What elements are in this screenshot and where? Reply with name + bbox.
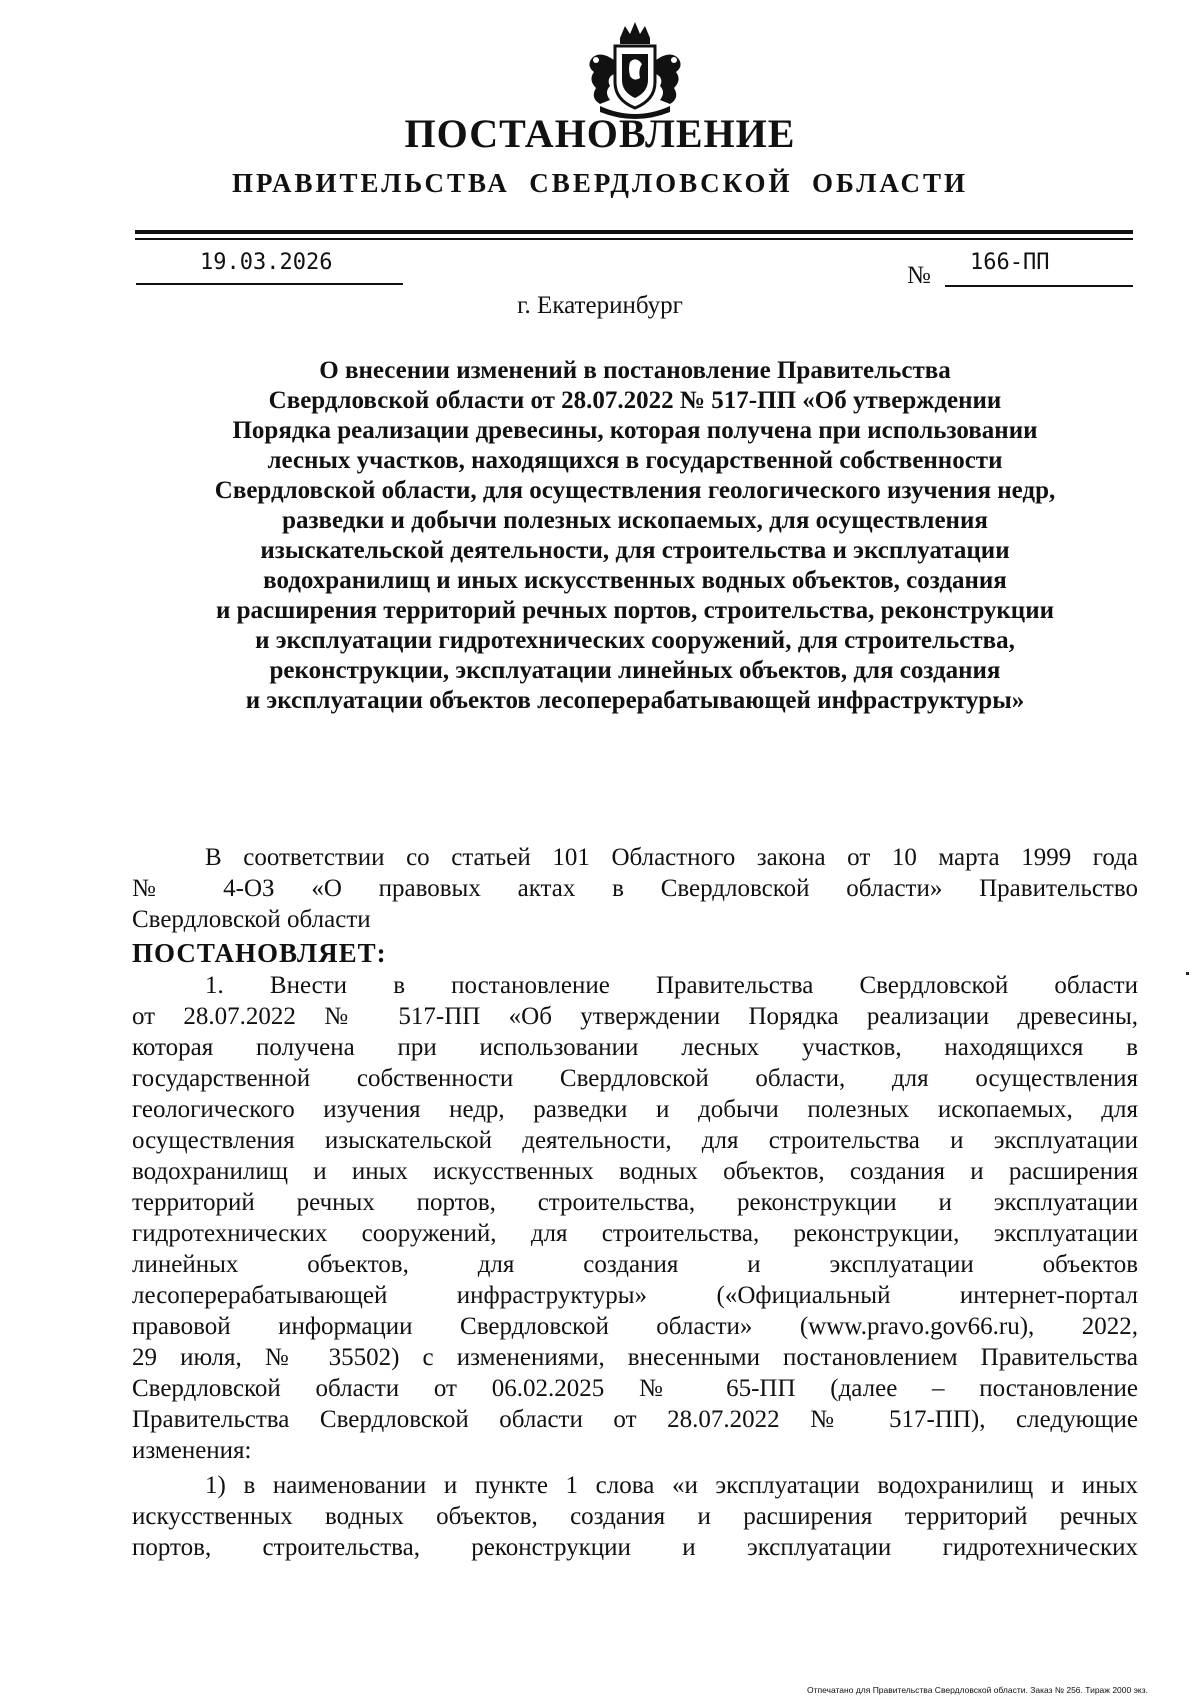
item-1-line: Свердловской области от 06.02.2025 № 65-ПП (далее – постановление xyxy=(132,1375,1138,1402)
title-line: и эксплуатации объектов лесоперерабатывающей инфраструктуры» xyxy=(245,687,1025,714)
title-line: лесных участков, находящихся в государственной собственности xyxy=(267,447,1003,474)
issuer-heading: ПРАВИТЕЛЬСТВА СВЕРДЛОВСКОЙ ОБЛАСТИ xyxy=(231,168,968,198)
title-line: и расширения территорий речных портов, строительства, реконструкции xyxy=(215,597,1055,624)
header-divider-thin xyxy=(135,238,1133,240)
item-1-line: водохранилищ и иных искусственных водных объектов, создания и расширения xyxy=(132,1158,1138,1185)
item-1-line: гидротехнических сооружений, для строительства, реконструкции, эксплуатации xyxy=(132,1220,1138,1247)
sub-item-line: 1) в наименовании и пункте 1 слова «и эксплуатации водохранилищ и иных xyxy=(205,1472,1138,1499)
title-line: водохранилищ и иных искусственных водных объектов, создания xyxy=(263,567,1007,594)
document-number: 166-ПП xyxy=(970,250,1050,275)
scan-speck xyxy=(1186,972,1189,975)
date-underline xyxy=(136,283,403,285)
item-1-line: которая получена при использовании лесных участков, находящихся в xyxy=(132,1034,1138,1061)
item-1-line: линейных объектов, для создания и эксплуатации объектов xyxy=(132,1251,1138,1278)
item-1-line: от 28.07.2022 № 517-ПП «Об утверждении Порядка реализации древесины, xyxy=(132,1003,1138,1030)
number-underline xyxy=(945,285,1133,287)
header-divider-thick xyxy=(135,230,1133,234)
item-1-line: территорий речных портов, строительства, реконструкции и эксплуатации xyxy=(132,1189,1138,1216)
title-line: Свердловской области от 28.07.2022 № 517-ПП «Об утверждении xyxy=(268,387,1002,414)
item-1-line: государственной собственности Свердловской области, для осуществления xyxy=(132,1065,1138,1092)
print-footer: Отпечатано для Правительства Свердловской области. Заказ № 256. Тираж 2000 экз. xyxy=(806,1685,1148,1695)
item-1-line: осуществления изыскательской деятельности, для строительства и эксплуатации xyxy=(132,1127,1138,1154)
item-1-line: изменения: xyxy=(132,1437,252,1464)
item-1-line: геологического изучения недр, разведки и добычи полезных ископаемых, для xyxy=(132,1096,1138,1123)
preamble-line: Свердловской области xyxy=(132,906,371,933)
document-date: 19.03.2026 xyxy=(200,250,333,275)
sub-item-line: искусственных водных объектов, создания и расширения территорий речных xyxy=(132,1503,1138,1530)
title-line: Порядка реализации древесины, которая получена при использовании xyxy=(232,417,1038,444)
preamble-line: № 4-ОЗ «О правовых актах в Свердловской области» Правительство xyxy=(132,875,1138,902)
preamble-line: В соответствии со статьей 101 Областного закона от 10 марта 1999 года xyxy=(205,844,1138,871)
place-of-issue: г. Екатеринбург xyxy=(517,292,683,319)
title-line: Свердловской области, для осуществления геологического изучения недр, xyxy=(214,477,1056,504)
item-1-line: Правительства Свердловской области от 28.07.2022 № 517-ПП), следующие xyxy=(132,1406,1138,1433)
item-1-line: лесоперерабатывающей инфраструктуры» («Официальный интернет-портал xyxy=(132,1282,1138,1309)
title-line: и эксплуатации гидротехнических сооружений, для строительства, xyxy=(255,627,1015,654)
number-label: № xyxy=(907,262,931,289)
title-line: разведки и добычи полезных ископаемых, для осуществления xyxy=(282,507,988,534)
title-line: О внесении изменений в постановление Правительства xyxy=(319,357,951,384)
document-type-heading: ПОСТАНОВЛЕНИЕ xyxy=(404,111,796,156)
title-line: изыскательской деятельности, для строительства и эксплуатации xyxy=(260,537,1010,564)
decree-word: ПОСТАНОВЛЯЕТ: xyxy=(132,938,387,968)
title-line: реконструкции, эксплуатации линейных объектов, для создания xyxy=(269,657,1001,684)
item-1-line: 29 июля, № 35502) с изменениями, внесенными постановлением Правительства xyxy=(132,1344,1138,1371)
sub-item-line: портов, строительства, реконструкции и эксплуатации гидротехнических xyxy=(132,1534,1138,1561)
item-1-line: правовой информации Свердловской области» (www.pravo.gov66.ru), 2022, xyxy=(132,1313,1138,1340)
item-1-line: 1. Внести в постановление Правительства Свердловской области xyxy=(205,972,1138,999)
